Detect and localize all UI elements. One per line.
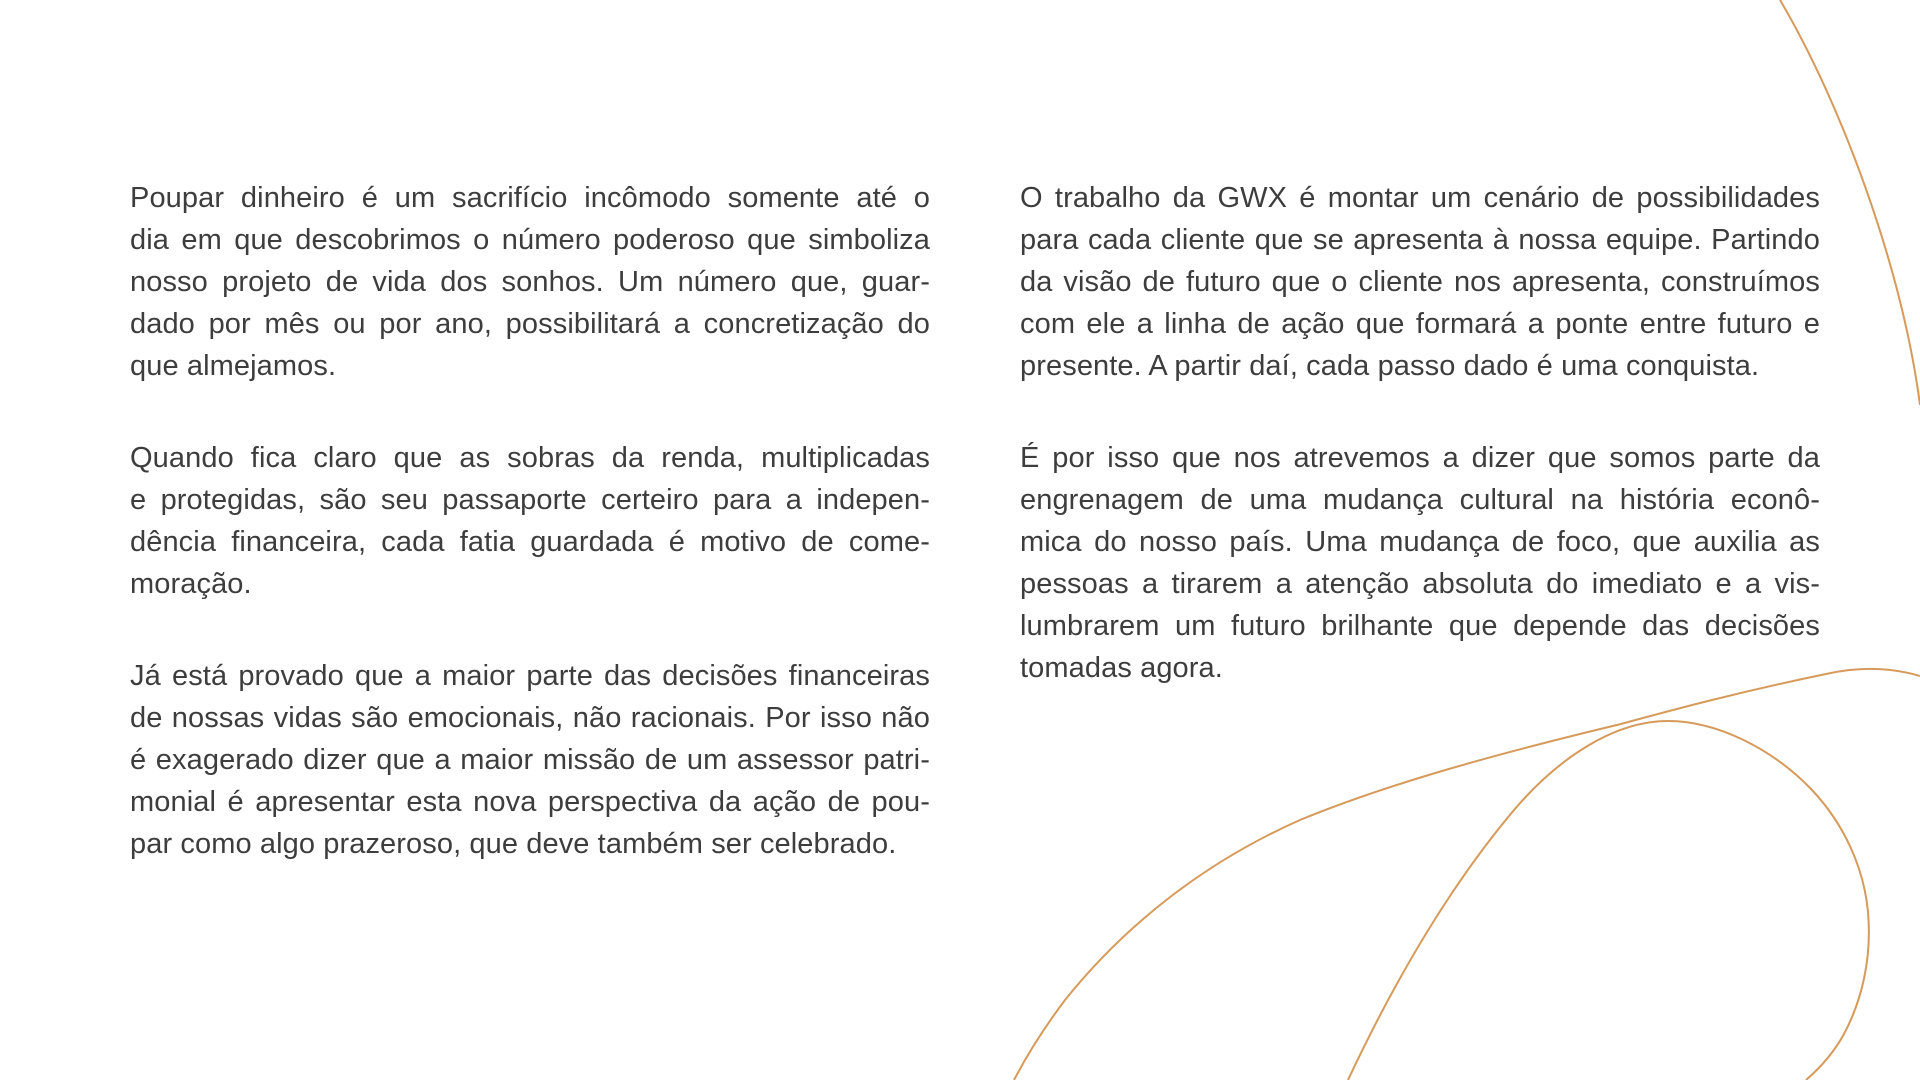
text-line: pessoas a tirarem a atenção absoluta do imediato e a vis- — [1020, 568, 1820, 600]
text-line: dência financeira, cada fatia guardada é motivo de come- — [130, 526, 930, 558]
paragraph — [130, 437, 930, 605]
large-arc-decoration — [1014, 669, 1920, 1080]
text-line: com ele a linha de ação que formará a ponte entre futuro e — [1020, 308, 1820, 340]
text-line: dado por mês ou por ano, possibilitará a concretização do — [130, 308, 930, 340]
text-line: moração. — [130, 568, 252, 600]
text-line: e protegidas, são seu passaporte certeiro para a indepen- — [130, 484, 930, 516]
paragraph — [130, 655, 930, 865]
text-line: dia em que descobrimos o número poderoso que simboliza — [130, 224, 930, 256]
left-text-column — [130, 177, 930, 865]
text-line: que almejamos. — [130, 350, 337, 382]
text-line: de nossas vidas são emocionais, não racionais. Por isso não — [130, 702, 930, 734]
text-line: monial é apresentar esta nova perspectiva da ação de pou- — [130, 786, 930, 818]
text-line: da visão de futuro que o cliente nos apresenta, construímos — [1020, 266, 1820, 298]
text-line: É por isso que nos atrevemos a dizer que somos parte da — [1020, 442, 1820, 474]
text-line: par como algo prazeroso, que deve também ser celebrado. — [130, 828, 897, 860]
text-line: mica do nosso país. Uma mudança de foco, que auxilia as — [1020, 526, 1820, 558]
text-line: nosso projeto de vida dos sonhos. Um número que, guar- — [130, 266, 930, 298]
text-line: para cada cliente que se apresenta à nossa equipe. Partindo — [1020, 224, 1820, 256]
text-line: presente. A partir daí, cada passo dado é uma conquista. — [1020, 350, 1760, 382]
paragraph — [130, 177, 930, 387]
paragraph — [1020, 437, 1820, 689]
text-line: Poupar dinheiro é um sacrifício incômodo somente até o — [130, 182, 930, 214]
text-line: O trabalho da GWX é montar um cenário de possibilidades — [1020, 182, 1820, 214]
text-line: lumbrarem um futuro brilhante que depende das decisões — [1020, 610, 1820, 642]
text-line: Já está provado que a maior parte das decisões financeiras — [130, 660, 930, 692]
paragraph — [1020, 177, 1820, 387]
right-text-column — [1020, 177, 1820, 689]
text-line: tomadas agora. — [1020, 652, 1223, 684]
narrow-arc-decoration — [1348, 721, 1869, 1080]
text-line: Quando fica claro que as sobras da renda, multiplicadas — [130, 442, 930, 474]
text-line: engrenagem de uma mudança cultural na história econô- — [1020, 484, 1820, 516]
text-line: é exagerado dizer que a maior missão de um assessor patri- — [130, 744, 930, 776]
